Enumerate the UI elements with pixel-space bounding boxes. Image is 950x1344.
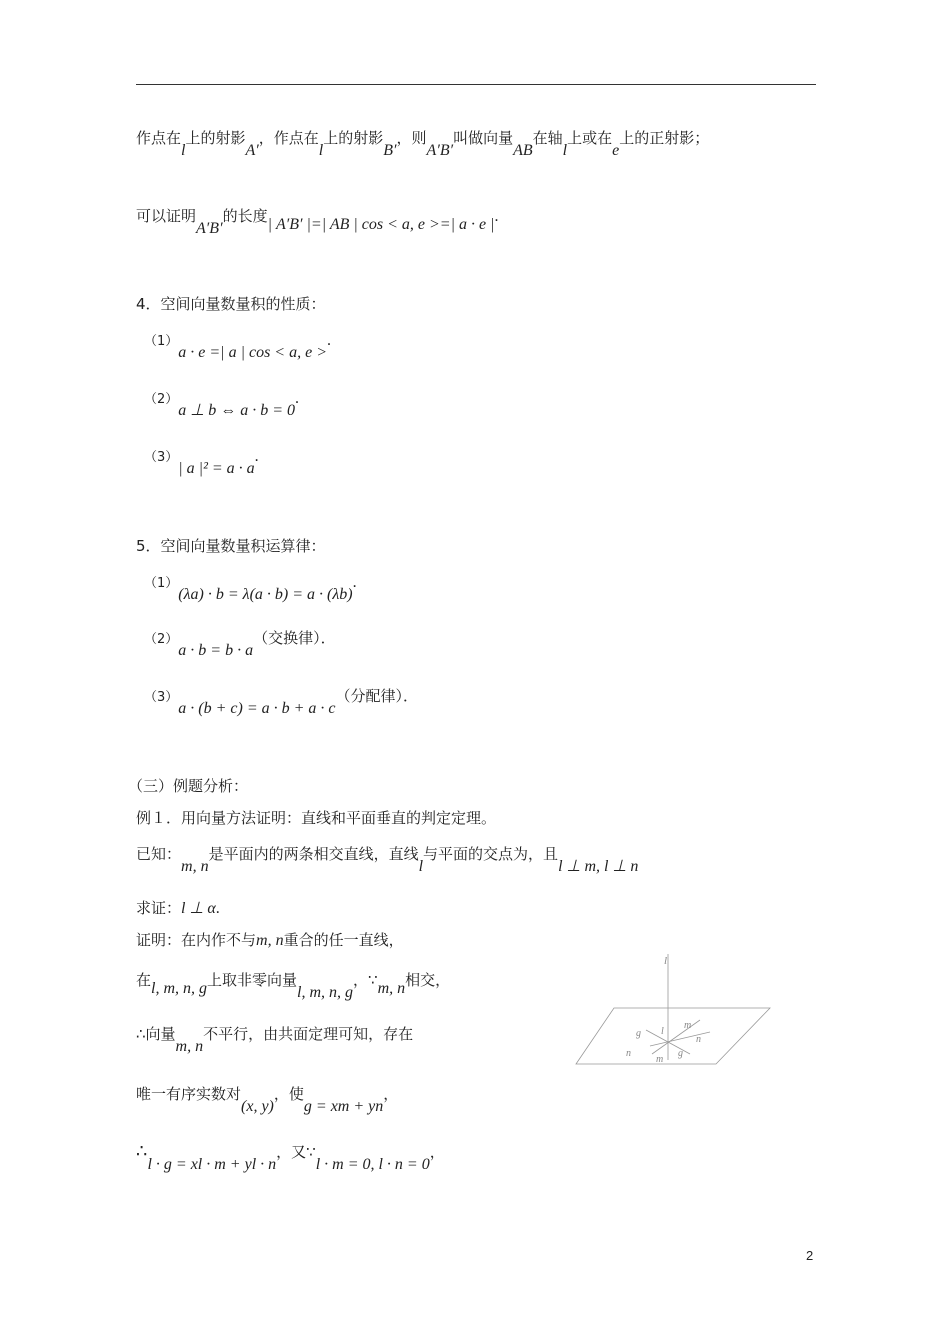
text: ，∵ <box>353 971 378 989</box>
formula: a · b = b · a <box>178 642 254 659</box>
var-B: B′ <box>383 142 397 159</box>
text: 在轴 <box>532 129 563 147</box>
note: （分配律）． <box>335 687 419 705</box>
text: 唯一有序实数对 <box>136 1085 242 1103</box>
note: （交换律）． <box>253 629 336 647</box>
text: ∴ <box>136 1141 148 1162</box>
law-3 <box>144 686 419 717</box>
var-l: l <box>318 142 324 159</box>
item-number: （2） <box>144 392 179 407</box>
period: . <box>215 900 220 917</box>
period: . <box>327 332 331 349</box>
page-number: 2 <box>806 1248 814 1263</box>
text: 在 <box>136 971 152 989</box>
text: 作点在 <box>136 129 182 147</box>
text: ，则 <box>396 129 427 147</box>
var-AB: A′B′ <box>426 142 454 159</box>
formula: | A′B′ |=| AB | cos < a, e >=| a · e | <box>267 216 495 233</box>
var-l: l <box>562 142 568 159</box>
heading: 5．空间向量数量积运算律： <box>136 537 326 555</box>
formula: l ⊥ m, l ⊥ n <box>558 858 639 875</box>
formula: | a |² = a · a <box>178 460 255 477</box>
proof-line <box>136 930 404 951</box>
formula: l ⊥ α <box>181 900 216 917</box>
item-number: （1） <box>144 334 179 349</box>
formula: a · e =| a | cos < a, e > <box>178 344 327 361</box>
var-mn: m, n <box>256 932 284 949</box>
formula: l · g = xl · m + yl · n <box>147 1156 277 1173</box>
section-4-title <box>136 294 326 314</box>
prove-line <box>136 898 220 919</box>
vectors: l, m, n, g <box>297 984 354 1001</box>
text: 上或在 <box>567 129 613 147</box>
var-l: l <box>181 142 186 159</box>
period: . <box>352 574 357 591</box>
item-number: （1） <box>144 576 179 591</box>
length-line <box>136 206 499 237</box>
var-l: l <box>418 858 424 875</box>
proof-line-4 <box>136 1084 399 1115</box>
section-3-title <box>128 776 248 796</box>
plane <box>576 1008 770 1064</box>
period: . <box>494 208 499 225</box>
text: ，使 <box>273 1085 304 1103</box>
proof-line-2 <box>136 970 451 1001</box>
label-g2: g <box>678 1048 683 1059</box>
label-n2: n <box>626 1048 631 1059</box>
item-number: （2） <box>144 632 179 647</box>
text: 是平面内的两条相交直线，直线 <box>208 845 419 863</box>
item-number: （3） <box>144 450 179 465</box>
proof-line-5 <box>136 1141 445 1173</box>
label-g: g <box>636 1028 641 1039</box>
text: 相交， <box>405 971 451 989</box>
var-mn: m, n <box>181 858 209 875</box>
var-e: e <box>612 142 620 159</box>
text: 上取非零向量 <box>207 971 298 989</box>
var-AB: A′B′ <box>196 220 223 237</box>
text: 上的射影 <box>323 129 384 147</box>
pair-xy: (x, y) <box>241 1098 274 1115</box>
text: 重合的任一直线， <box>283 931 404 949</box>
heading: 4．空间向量数量积的性质： <box>136 295 326 313</box>
header-rule <box>136 84 816 85</box>
vector-AB: AB <box>513 142 533 159</box>
law-2 <box>144 628 336 659</box>
text: ， <box>429 1143 445 1161</box>
projection-line <box>136 128 710 159</box>
label-m2: m <box>656 1054 664 1065</box>
formula: a · (b + c) = a · b + a · c <box>178 700 336 717</box>
property-3 <box>144 446 259 477</box>
property-1 <box>144 330 331 361</box>
text: ∴向量 <box>136 1025 176 1043</box>
text: ， <box>383 1085 399 1103</box>
text: 叫做向量 <box>453 129 514 147</box>
text: 上的正射影； <box>619 129 710 147</box>
proof-line-3 <box>136 1024 414 1055</box>
law-1 <box>144 572 357 603</box>
section-5-title <box>136 536 326 556</box>
label-l2: l <box>661 1026 664 1037</box>
formula: (λa) · b = λ(a · b) = a · (λb) <box>178 586 353 603</box>
period: . <box>254 448 259 465</box>
formula: l · m = 0, l · n = 0 <box>315 1156 430 1173</box>
property-2 <box>144 388 300 419</box>
given-line <box>136 844 639 875</box>
formula: g = xm + yn <box>303 1098 384 1115</box>
text: 与平面的交点为，且 <box>423 845 559 863</box>
example-1-title <box>136 808 496 828</box>
vectors-mn: m, n <box>175 1038 204 1055</box>
text: 证明：在内作不与 <box>136 931 257 949</box>
plane-figure <box>574 950 780 1070</box>
var-mn: m, n <box>377 980 406 997</box>
text: 上的射影 <box>185 129 246 147</box>
heading: （三）例题分析： <box>128 777 249 795</box>
label-l: l <box>664 955 668 967</box>
text: 的长度 <box>222 207 268 225</box>
formula: a ⊥ b ⇔ a · b = 0 <box>178 402 296 419</box>
vars: l, m, n, g <box>151 980 208 997</box>
label-m: m <box>684 1020 692 1031</box>
text: ，作点在 <box>258 129 319 147</box>
text: 求证： <box>136 899 182 917</box>
label-n: n <box>696 1034 701 1045</box>
text: 不平行，由共面定理可知，存在 <box>203 1025 414 1043</box>
heading: 例１．用向量方法证明：直线和平面垂直的判定定理。 <box>136 809 497 827</box>
item-number: （3） <box>144 690 179 705</box>
text: ，又∵ <box>276 1143 316 1161</box>
text: 已知： <box>136 845 182 863</box>
var-A: A′ <box>245 142 259 159</box>
period: . <box>295 390 300 407</box>
text: 可以证明 <box>136 207 197 225</box>
